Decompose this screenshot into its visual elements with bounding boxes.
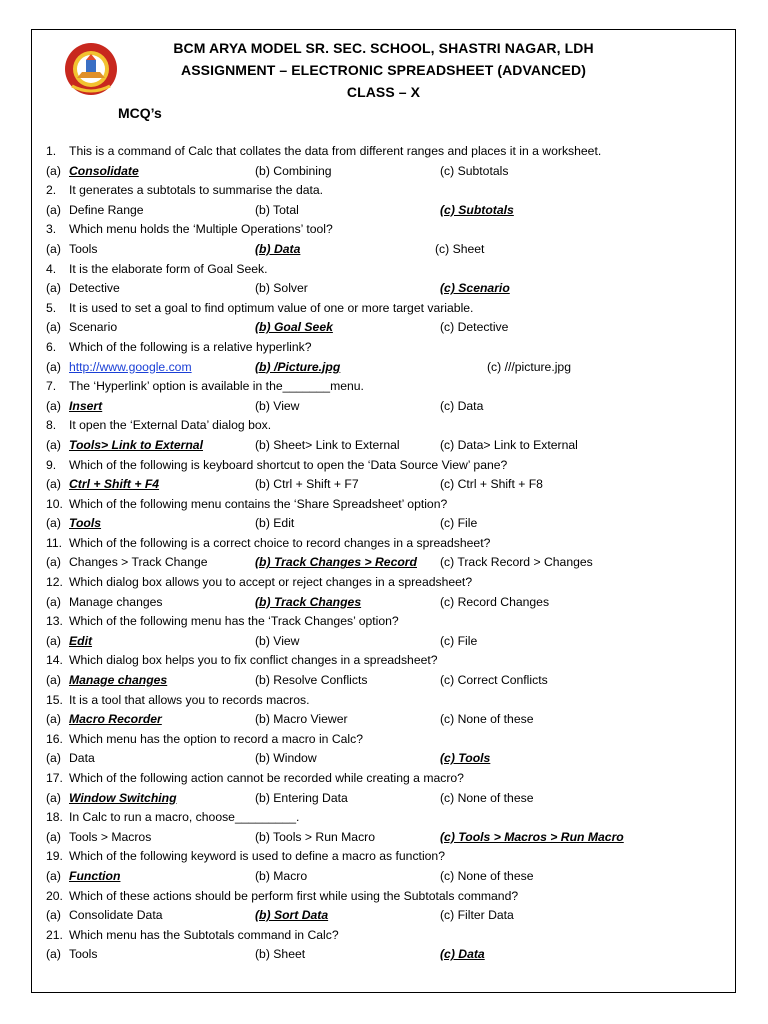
question-row [46,573,726,593]
option-a-label: (a) [46,241,61,256]
option-b-correct: (b) Sort Data [255,908,329,923]
class-label: CLASS – X [346,84,421,100]
question-number: 2. [46,183,57,198]
question-row [46,416,726,436]
question-number: 11. [46,535,63,550]
question-number: 20. [46,888,63,903]
option-c-correct: (c) Tools [440,751,491,766]
option-b-correct: (b) Track Changes > Record [255,555,417,570]
option-a: Detective [69,281,120,296]
question-number: 8. [46,418,57,433]
option-a-correct: Macro Recorder [69,712,162,727]
question-text: Which of the following is a correct choice to record changes in a spreadsheet? [69,535,491,550]
question-number: 12. [46,575,63,590]
options-row [46,593,726,613]
option-a-correct: Tools [69,516,102,531]
option-b: (b) Tools > Run Macro [255,829,376,844]
options-row [46,632,726,652]
option-b: (b) Sheet> Link to External [255,437,400,452]
options-row [46,553,726,573]
option-c: (c) Data> Link to External [440,437,578,452]
option-b: (b) Ctrl + Shift + F7 [255,477,359,492]
options-row [46,749,726,769]
option-b: (b) Edit [255,516,295,531]
question-row [46,495,726,515]
question-text: Which of the following action cannot be recorded while creating a macro? [69,771,464,785]
option-a-label: (a) [46,908,61,923]
question-text: It is a tool that allows you to records macros. [69,692,310,707]
question-row [46,847,726,867]
question-row [46,887,726,907]
options-row [46,475,726,495]
option-a-correct: Edit [69,633,93,648]
question-row [46,220,726,240]
option-b: (b) Macro [255,868,308,883]
option-c: (c) None of these [440,712,534,727]
option-a-label: (a) [46,594,61,609]
question-text: The ‘Hyperlink’ option is available in the_______menu. [69,379,364,394]
question-number: 7. [46,379,57,394]
options-row [46,240,726,260]
option-a-label: (a) [46,633,61,648]
option-c: (c) Track Record > Changes [440,555,593,570]
option-a-label: (a) [46,555,61,570]
question-text: Which of the following is keyboard shortcut to open the ‘Data Source View’ pane? [69,457,508,472]
option-c: (c) Subtotals [440,163,509,178]
option-a: Scenario [69,320,118,335]
options-row [46,906,726,926]
question-text: Which dialog box allows you to accept or reject changes in a spreadsheet? [69,575,473,590]
section-title: MCQ’s [118,105,162,121]
question-number: 14. [46,653,63,668]
option-c: (c) Detective [440,320,509,335]
option-a-correct: Consolidate [69,163,139,178]
option-b: (b) Resolve Conflicts [255,673,368,688]
option-c-correct: (c) Tools > Macros > Run Macro [440,829,624,844]
option-c: (c) File [440,516,478,531]
options-row [46,828,726,848]
options-row [46,945,726,965]
option-b: (b) Entering Data [255,790,348,805]
option-a: Changes > Track Change [69,555,208,570]
option-a-label: (a) [46,947,61,962]
question-text: Which of the following menu has the ‘Track Changes’ option? [69,614,399,629]
question-row [46,651,726,671]
option-c: (c) ///picture.jpg [487,359,571,374]
option-c: (c) Ctrl + Shift + F8 [440,477,543,492]
question-number: 17. [46,771,63,785]
option-a-correct: Ctrl + Shift + F4 [69,477,160,492]
question-number: 4. [46,261,57,276]
option-c-correct: (c) Subtotals [440,202,514,217]
option-c: (c) File [440,633,478,648]
option-a: Manage changes [69,594,163,609]
question-number: 18. [46,810,63,825]
question-text: Which menu holds the ‘Multiple Operations’ tool? [69,222,333,237]
options-row [46,397,726,417]
options-row [46,710,726,730]
option-a-label: (a) [46,202,61,217]
question-number: 9. [46,457,57,472]
option-c: (c) None of these [440,868,534,883]
option-c: (c) Record Changes [440,594,550,609]
option-b: (b) Solver [255,281,308,296]
option-a-correct: Manage changes [69,673,168,688]
question-number: 13. [46,614,63,629]
option-a: Tools > Macros [69,829,152,844]
question-text: In Calc to run a macro, choose_________. [69,810,300,825]
option-c: (c) Filter Data [440,908,514,923]
question-row [46,769,726,789]
option-a: Consolidate Data [69,908,163,923]
question-number: 3. [46,222,57,237]
option-a-label: (a) [46,673,61,688]
option-a-label: (a) [46,790,61,805]
mcq-list [46,142,726,965]
option-b-correct: (b) /Picture.jpg [255,359,341,374]
question-row [46,260,726,280]
option-a-correct: Insert [69,398,103,413]
options-row [46,318,726,338]
question-number: 15. [46,692,63,707]
option-a-label: (a) [46,359,61,374]
option-a-correct: Function [69,868,121,883]
question-row [46,338,726,358]
option-b: (b) View [255,633,300,648]
option-a-label: (a) [46,712,61,727]
school-name: BCM ARYA MODEL SR. SEC. SCHOOL, SHASTRI NAGAR, LDH [173,40,594,56]
option-b-correct: (b) Goal Seek [255,320,333,335]
option-a: Tools [69,241,98,256]
options-row [46,671,726,691]
question-number: 1. [46,144,57,158]
question-row [46,534,726,554]
option-a-label: (a) [46,516,61,531]
question-text: It is the elaborate form of Goal Seek. [69,261,268,276]
option-c: (c) Correct Conflicts [440,673,548,688]
question-text: Which of the following keyword is used to define a macro as function? [69,849,445,864]
option-b-correct: (b) Track Changes [255,594,362,609]
question-text: Which menu has the option to record a macro in Calc? [69,731,363,746]
question-text: It generates a subtotals to summarise the data. [69,183,324,198]
option-a-label: (a) [46,751,61,766]
option-a-label: (a) [46,829,61,844]
option-c: (c) None of these [440,790,534,805]
question-row [46,181,726,201]
question-number: 16. [46,731,63,746]
option-b-correct: (b) Data [255,241,301,256]
option-a: Tools [69,947,98,962]
option-b: (b) Macro Viewer [255,712,348,727]
option-a-label: (a) [46,437,61,452]
option-c: (c) Data [440,398,484,413]
question-row [46,612,726,632]
question-text: Which of the following menu contains the ‘Share Spreadsheet’ option? [69,496,448,511]
options-row [46,162,726,182]
options-row [46,867,726,887]
option-a: Data [69,751,95,766]
options-row [46,201,726,221]
option-a-label: (a) [46,398,61,413]
options-row [46,436,726,456]
option-b: (b) Window [255,751,317,766]
question-text: It is used to set a goal to find optimum value of one or more target variable. [69,300,474,315]
assignment-title: ASSIGNMENT – ELECTRONIC SPREADSHEET (ADVANCED) [181,62,586,78]
question-number: 19. [46,849,63,864]
question-row [46,691,726,711]
option-b: (b) Sheet [255,947,306,962]
question-number: 5. [46,300,57,315]
question-text: Which of the following is a relative hyperlink? [69,339,312,354]
options-row [46,279,726,299]
option-a-correct: Tools> Link to External [69,437,203,452]
question-row [46,808,726,828]
question-row [46,142,726,162]
option-a-correct: Window Switching [69,790,177,805]
option-c-correct: (c) Scenario [440,281,510,296]
option-a-label: (a) [46,320,61,335]
option-a-label: (a) [46,163,61,178]
option-a-label: (a) [46,281,61,296]
options-row [46,789,726,809]
question-row [46,730,726,750]
option-b: (b) Total [255,202,299,217]
option-a-label: (a) [46,477,61,492]
question-number: 10. [46,496,63,511]
option-b: (b) Combining [255,163,332,178]
question-row [46,377,726,397]
option-a: Define Range [69,202,144,217]
option-b: (b) View [255,398,300,413]
option-a-label: (a) [46,868,61,883]
question-text: Which menu has the Subtotals command in Calc? [69,927,339,942]
question-text: Which of these actions should be perform first while using the Subtotals command? [69,888,519,903]
options-row [46,514,726,534]
question-text: This is a command of Calc that collates the data from different ranges and places it in a worksheet. [69,144,602,158]
option-c: (c) Sheet [435,241,485,256]
question-row [46,926,726,946]
option-c-correct: (c) Data [440,947,485,962]
options-row [46,358,726,378]
question-number: 6. [46,339,57,354]
question-row [46,299,726,319]
question-number: 21. [46,927,63,942]
question-text: It open the ‘External Data’ dialog box. [69,418,272,433]
question-text: Which dialog box helps you to fix conflict changes in a spreadsheet? [69,653,438,668]
option-a[interactable]: http://www.google.com [69,359,192,374]
question-row [46,456,726,476]
